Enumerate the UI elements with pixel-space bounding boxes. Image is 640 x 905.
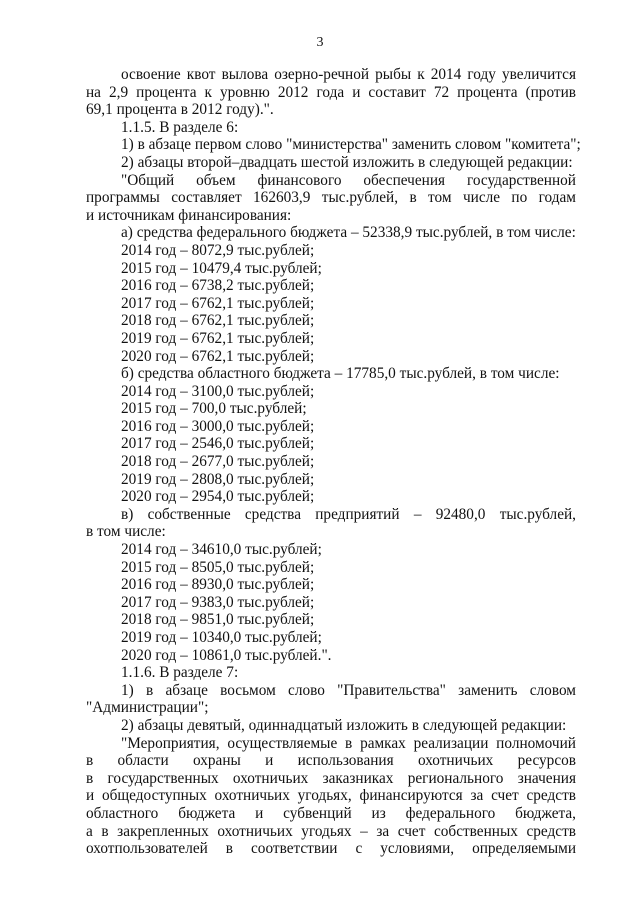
text-line: 2018 год – 2677,0 тыс.рублей; <box>121 453 315 471</box>
text-line: охотпользователей в соответствии с условиями, определяемыми <box>86 840 576 858</box>
text-line: 2017 год – 2546,0 тыс.рублей; <box>121 435 315 453</box>
text-line: а в закрепленных охотничьих угодьях – за счет собственных средств <box>86 822 576 840</box>
text-line: в области охраны и использования охотничьих ресурсов <box>86 752 576 770</box>
text-line: 2) абзацы девятый, одиннадцатый изложить в следующей редакции: <box>121 716 567 734</box>
text-line: 2019 год – 10340,0 тыс.рублей; <box>121 629 322 646</box>
text-line: 2) абзацы второй–двадцать шестой изложить в следующей редакции: <box>121 153 573 171</box>
text-line: 2015 год – 10479,4 тыс.рублей; <box>121 259 322 277</box>
text-line: и источникам финансирования: <box>86 206 292 224</box>
text-line: в) собственные средства предприятий – 92480,0 тыс.рублей, <box>121 505 576 523</box>
text-line: в государственных охотничьих заказниках регионального значения <box>86 769 576 787</box>
text-line: 2018 год – 9851,0 тыс.рублей; <box>121 611 315 629</box>
text-line: 1) в абзаце восьмом слово "Правительства" заменить словом <box>121 681 576 699</box>
text-line: на 2,9 процента к уровню 2012 года и составит 72 процента (против <box>86 83 576 101</box>
text-line: 1) в абзаце первом слово "министерства" заменить словом "комитета"; <box>121 136 581 154</box>
text-line: 1.1.5. В разделе 6: <box>121 118 239 136</box>
text-line: 2019 год – 6762,1 тыс.рублей; <box>121 329 315 347</box>
document-body <box>86 66 581 858</box>
text-line: 2020 год – 10861,0 тыс.рублей.". <box>121 646 332 664</box>
text-line: программы составляет 162603,9 тыс.рублей, в том числе по годам <box>86 189 576 207</box>
text-line: 2014 год – 34610,0 тыс.рублей; <box>121 541 322 559</box>
text-line: 2017 год – 6762,1 тыс.рублей; <box>121 294 315 312</box>
text-line: областного бюджета и субвенций из федерального бюджета, <box>86 804 576 822</box>
text-line: а) средства федерального бюджета – 52338,9 тыс.рублей, в том числе: <box>121 224 576 242</box>
page-number: 3 <box>316 35 324 50</box>
text-line: 2016 год – 6738,2 тыс.рублей; <box>121 277 315 295</box>
text-line: "Мероприятия, осуществляемые в рамках реализации полномочий <box>121 734 576 752</box>
text-line: б) средства областного бюджета – 17785,0 тыс.рублей, в том числе: <box>121 365 560 383</box>
text-line: 2019 год – 2808,0 тыс.рублей; <box>121 470 315 488</box>
text-line: 2018 год – 6762,1 тыс.рублей; <box>121 312 315 330</box>
text-line: 2020 год – 6762,1 тыс.рублей; <box>121 347 315 365</box>
text-line: освоение квот вылова озерно-речной рыбы к 2014 году увеличится <box>121 66 576 83</box>
text-line: в том числе: <box>86 523 166 541</box>
text-line: 2017 год – 9383,0 тыс.рублей; <box>121 593 315 611</box>
text-line: 69,1 процента в 2012 году).". <box>86 101 274 119</box>
text-line: 1.1.6. В разделе 7: <box>121 664 239 682</box>
text-line: 2015 год – 8505,0 тыс.рублей; <box>121 558 315 576</box>
text-line: 2014 год – 3100,0 тыс.рублей; <box>121 382 315 400</box>
text-line: 2016 год – 3000,0 тыс.рублей; <box>121 417 315 435</box>
text-line: 2015 год – 700,0 тыс.рублей; <box>121 400 307 418</box>
text-line: "Администрации"; <box>86 699 209 717</box>
text-line: и общедоступных охотничьих угодьях, финансируются за счет средств <box>86 787 576 805</box>
text-line: "Общий объем финансового обеспечения государственной <box>121 171 576 189</box>
text-line: 2020 год – 2954,0 тыс.рублей; <box>121 488 315 506</box>
text-line: 2014 год – 8072,9 тыс.рублей; <box>121 241 315 259</box>
text-line: 2016 год – 8930,0 тыс.рублей; <box>121 576 315 594</box>
